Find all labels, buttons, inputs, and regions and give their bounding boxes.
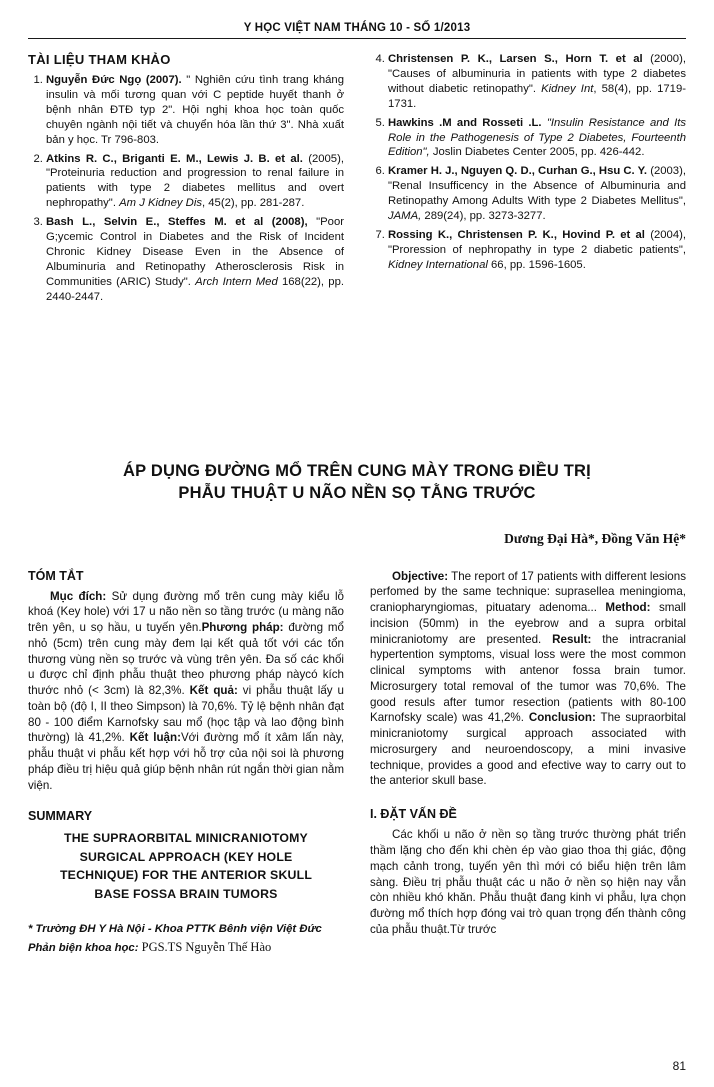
reference-item [388,52,686,112]
reference-authors: Atkins R. C., Briganti E. M., Lewis J. B. et al. [46,152,303,165]
summary-title: THE SUPRAORBITAL MINICRANIOTOMY SURGICAL APPROACH (KEY HOLE TECHNIQUE) FOR THE ANTERIOR SKULL BASE FOSSA BRAIN TUMORS [59,831,313,901]
abstract-label-result: Result: [552,632,592,646]
abstract-label-objective: Objective: [392,569,449,583]
reference-authors: Rossing K., Christensen P. K., Hovind P. et al [388,228,645,241]
references-right-column [370,52,686,309]
footnote-reviewer-name: PGS.TS Nguyễn Thế Hào [141,940,272,955]
tomtat-text-ketqua: vi phẫu thuật lấy u toàn bộ (độ I, II theo Simpson) là 70,6%. Tỷ lệ bệnh nhân đạt 80 - 100 điểm Karnofsky sau mổ (học tập và lao động bình thường) là 41,2%. [28,684,345,745]
tomtat-label-ketqua: Kết quả: [189,684,238,698]
tomtat-label-mucdich: Mục đích: [50,589,107,603]
reference-text: (2004), "Proression of nephropathy in type 2 diabetic patients", [388,228,687,256]
page-number: 81 [672,1059,686,1073]
abstract-label-method: Method: [605,601,651,615]
references-section [28,52,686,309]
reference-pages: Joslin Diabetes Center 2005, pp. 426-442. [429,146,645,159]
article-title [42,460,672,505]
article-authors: Dương Đại Hà*, Đồng Văn Hệ* [504,530,686,546]
reference-item [388,116,686,161]
reference-list-right [370,52,686,273]
header-rule [28,38,686,39]
footnote [28,921,344,957]
abstract-text-conclusion: The supraorbital minicraniotomy surgical approach associated with microsurgery and neuroendoscopy, a mini invasive technique, provides a good and efective way to carry out to the anterior skull base. [370,711,686,788]
reference-journal: JAMA, [388,210,422,223]
reference-text: (2000), "Causes of albuminuria in patients with type 2 diabetes without diabetic retinopathy". [388,53,686,95]
reference-pages: 168(22), pp. 2440-2447. [46,275,344,303]
reference-journal: Am J Kidney Dis [119,197,202,210]
footnote-reviewer-label: Phản biện khoa học: [28,942,139,955]
reference-pages: 289(24), pp. 3273-3277. [421,210,546,223]
tomtat-text-phuongphap: đường mổ nhỏ (5cm) trên cung mày đem lại kết quả tốt với các tổn thương vùng nền sọ trước và vùng trên yên. Đa số các khối u được chỉ định phẫu thuật theo phương pháp nàycó kích thước nhỏ (< 3cm) là 82,3%. [28,621,344,698]
reference-authors: Kramer H. J., Nguyen Q. D., Curhan G., Hsu C. Y. [388,165,648,178]
footnote-affiliation: * Trường ĐH Y Hà Nội - Khoa PTTK Bênh viện Việt Đức [28,923,322,936]
reference-item [46,152,344,212]
references-heading: TÀI LIỆU THAM KHẢO [28,52,171,67]
reference-pages: , 45(2), pp. 281-287. [201,197,305,210]
tomtat-heading: TÓM TẮT [28,568,84,583]
reference-text: "Poor G;ycemic Control in Diabetes and the Risk of Incident Chronic Kidney Disease Even in the Absence of Albuminuria and Retinopathy Atherosclerosis Risk in Communities (ARIC) Study". [46,216,344,288]
reference-journal: Kidney International [388,258,488,271]
reference-text: (2003), "Renal Insufficency in the Absence of Albuminuria and Retinopathy Among Adults With type 2 Diabetes Mellitus", [388,165,686,208]
article-body [28,569,686,958]
summary-heading: SUMMARY [28,809,93,824]
abstract-text-result: the intracranial hypertention symptoms, visual loss were the most common clinical symptoms with antenor fossa brain tumor. Microsurgery total removal of the tumor was 70,6%. The good resuls after tumor resection (patients with 80-100 Karnofsky scale) was 41,2%. [370,632,686,725]
reference-authors: Bash L., Selvin E., Steffes M. et al (2008), [46,216,308,229]
tomtat-text-mucdich: Sử dụng đường mổ trên cung mày kiểu lỗ khoá (Key hole) với 17 u não nền so tầng trước (u màng não trên yên, u sọ hầu, u tuyến yên. [28,589,345,635]
reference-authors: Christensen P. K., Larsen S., Horn T. et al [388,53,643,65]
reference-pages: , 58(4), pp. 1719-1731. [388,82,686,110]
reference-journal: Arch Intern Med [195,275,278,288]
reference-pages: 66, pp. 1596-1605. [487,258,586,271]
section-heading-dat-van-de: I. ĐẶT VẤN ĐỀ [370,807,457,822]
footnote-reviewer [28,938,344,957]
abstract-en [370,569,686,790]
abstract-text-objective: The report of 17 patients with different lesions perfomed by the same technique: suprasellea meningioma, craniopharyngiomas, pituatary adenoma... [370,569,686,615]
reference-journal: "Insulin Resistance and Its Role in the Pathogenesis of Type 2 Diabetes, Fourteenth Edition", [388,116,686,159]
article-left-column [28,569,344,958]
reference-item [46,73,344,148]
running-head: Y HỌC VIỆT NAM THÁNG 10 - SỐ 1/2013 [243,22,471,34]
tomtat-label-ketluan: Kết luận: [129,731,181,745]
reference-journal: Kidney Int [541,82,594,95]
reference-item [388,228,686,273]
tomtat-label-phuongphap: Phương pháp: [201,621,284,635]
reference-item [388,164,686,224]
section-paragraph-dat-van-de: Các khối u não ở nền sọ tầng trước thường phát triển thầm lặng cho đến khi chèn ép vào giao thoa thị giác, động mạch cảnh trong, tuyến yên thì mới có biểu hiện trên lâm sàng. Điều trị phẫu thuật các u não ở nền sọ hiện nay vẫn còn nhiều khó khăn. Phẫu thuật đang kinh vi phẫu, lựa chọn đường mổ thích hợp đóng vai trò quan trọng đến thành công của phẫu thuật.Từ trước [370,828,686,936]
reference-text: " Nghiên cứu tình trang kháng insulin và mối tương quan với C peptide huyết thanh ở bệnh nhân ĐTĐ typ 2". Hội nghị khoa học toàn quốc chuyên ngành nội tiết và chuyển hóa lần thứ 3". Nhà xuất bản y học. Tr 796-803. [46,74,344,146]
tomtat-paragraph [28,589,344,794]
reference-authors: Hawkins .M and Rosseti .L. [388,116,542,129]
reference-authors: Nguyễn Đức Ngọ (2007). [46,74,182,86]
abstract-label-conclusion: Conclusion: [528,711,596,725]
article-right-column [370,569,686,958]
reference-list-left [28,73,344,305]
article-title-line1: ÁP DỤNG ĐƯỜNG MỔ TRÊN CUNG MÀY TRONG ĐIỀU TRỊ [123,462,591,480]
reference-text: (2005), "Proteinuria reduction and progression to renal failure in patients with type 2 diabetes mellitus and overt nephropathy". [46,152,344,210]
references-left-column [28,52,344,309]
article-title-line2: PHẪU THUẬT U NÃO NỀN SỌ TẰNG TRƯỚC [178,484,536,503]
tomtat-text-ketluan: Với đường mổ ít xâm lấn này, phẫu thuật vi phẫu kết hợp với hỗ trợ của nội soi là phương pháp điều trị hiệu quả giúp bệnh nhân rút ngắn thời gian nằm viện. [28,731,344,792]
reference-item [46,215,344,304]
abstract-text-method: small incision (50mm) in the eyebrow and a supra orbital minicraniotomy are presented. [370,601,686,646]
article-section [28,460,686,957]
